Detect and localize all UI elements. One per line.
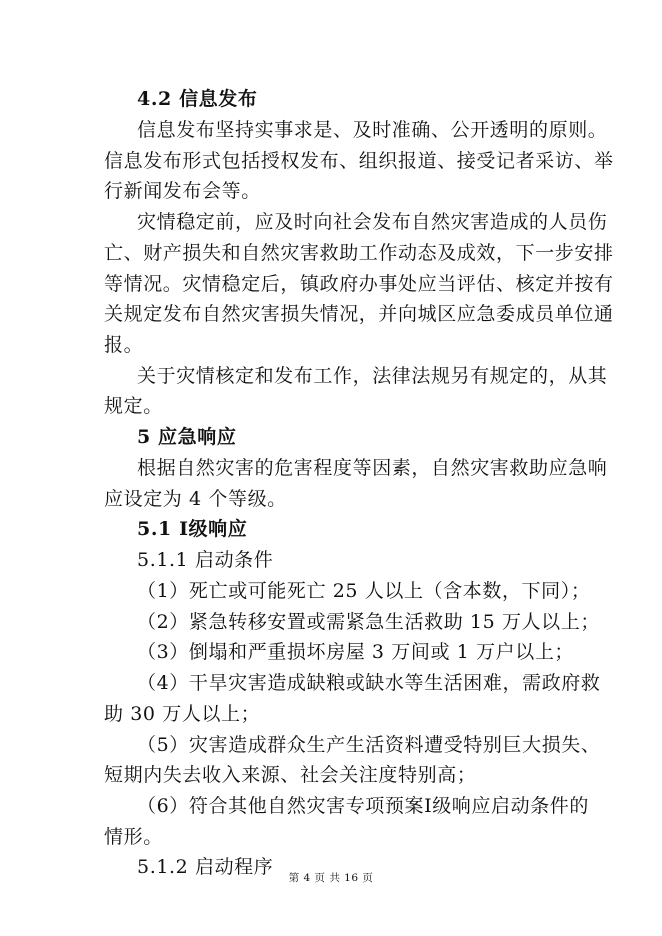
paragraph-line: 规定。 [104, 395, 163, 417]
paragraph-line: 信息发布坚持实事求是、及时准确、公开透明的原则。 [137, 119, 608, 141]
subsection-heading-5-1-1: 5.1.1 启动条件 [137, 549, 274, 571]
paragraph-line: 亡、财产损失和自然灾害救助工作动态及成效，下一步安排 [104, 242, 614, 264]
paragraph-line: 应设定为 4 个等级。 [104, 488, 287, 510]
list-item: （2）紧急转移安置或需紧急生活救助 15 万人以上； [137, 611, 600, 633]
list-item-continuation: 情形。 [104, 826, 163, 848]
paragraph-line: 报。 [104, 334, 144, 356]
section-heading-5: 5 应急响应 [137, 426, 237, 448]
list-item: （1）死亡或可能死亡 25 人以上（含本数，下同）； [137, 580, 591, 602]
list-item: （3）倒塌和严重损坏房屋 3 万间或 1 万户以上； [137, 641, 575, 663]
paragraph-line: 关规定发布自然灾害损失情况，并向城区应急委成员单位通 [104, 303, 614, 325]
paragraph-line: 等情况。灾情稳定后，镇政府办事处应当评估、核定并按有 [104, 273, 614, 295]
list-item: （4）干旱灾害造成缺粮或缺水等生活困难，需政府救 [137, 672, 601, 694]
list-item-continuation: 短期内失去收入来源、社会关注度特别高； [104, 764, 477, 786]
paragraph-line: 行新闻发布会等。 [104, 180, 261, 202]
section-heading-4-2: 4.2 信息发布 [137, 88, 258, 110]
subsection-heading-5-1-2: 5.1.2 启动程序 [137, 856, 274, 878]
page-footer: 第 4 页 共 16 页 [288, 872, 374, 884]
list-item-continuation: 助 30 万人以上； [104, 703, 261, 725]
paragraph-line: 灾情稳定前，应及时向社会发布自然灾害造成的人员伤 [137, 211, 608, 233]
list-item: （5）灾害造成群众生产生活资料遭受特别巨大损失、 [137, 734, 601, 756]
paragraph-line: 根据自然灾害的危害程度等因素，自然灾害救助应急响 [137, 457, 608, 479]
paragraph-line: 信息发布形式包括授权发布、组织报道、接受记者采访、举 [104, 150, 614, 172]
section-heading-5-1: 5.1 Ⅰ级响应 [137, 518, 248, 540]
list-item: （6）符合其他自然灾害专项预案Ⅰ级响应启动条件的 [137, 795, 589, 817]
paragraph-line: 关于灾情核定和发布工作，法律法规另有规定的，从其 [137, 365, 608, 387]
